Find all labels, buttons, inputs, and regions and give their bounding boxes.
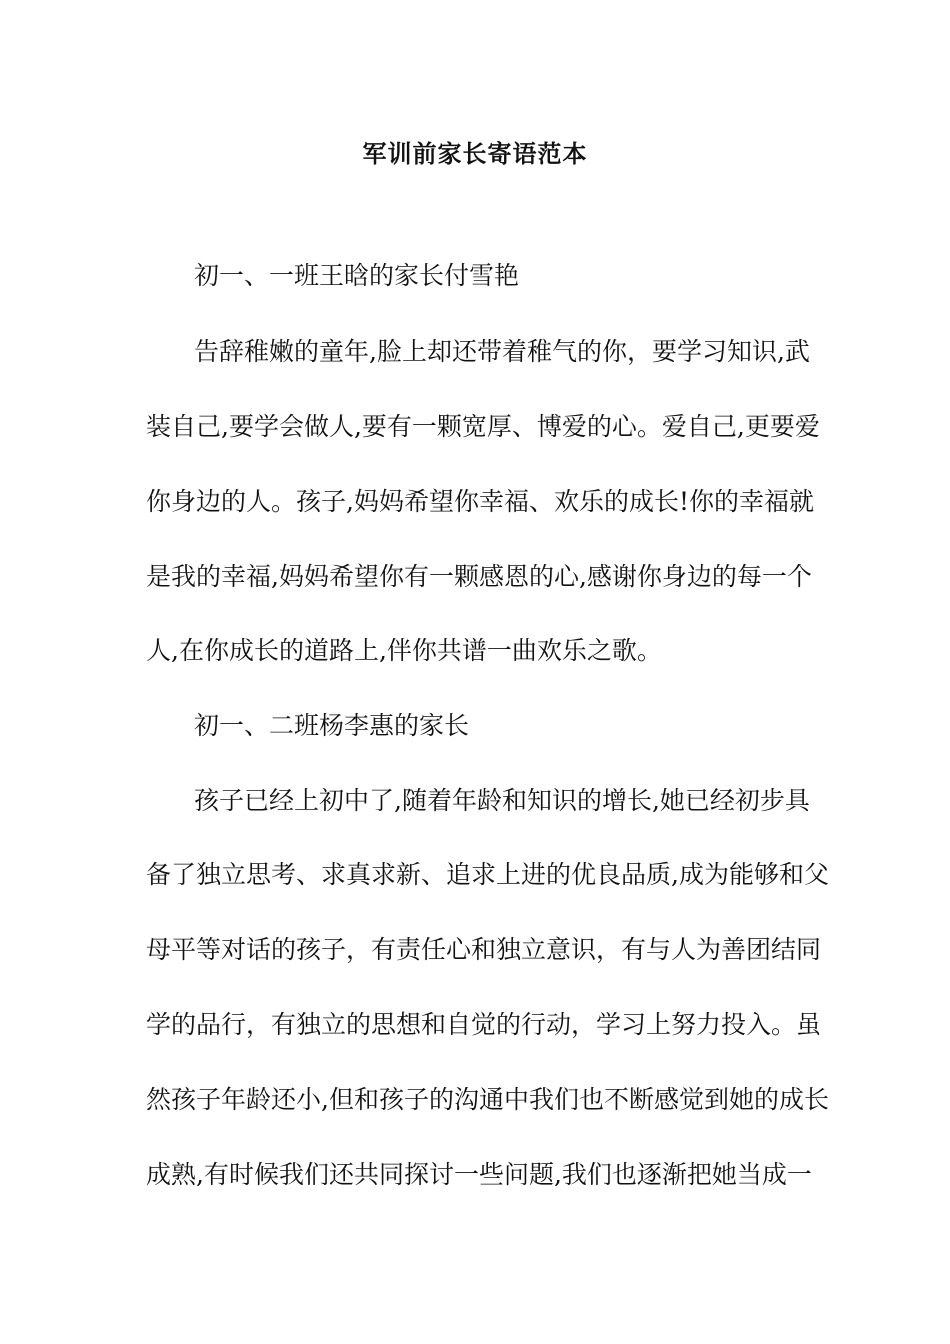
- section-heading: 初一、二班杨李惠的家长: [194, 711, 470, 740]
- section-heading: 初一、一班王晗的家长付雪艳: [194, 261, 520, 290]
- paragraph-line: 成熟,有时候我们还共同探讨一些问题,我们也逐渐把她当成一: [146, 1160, 812, 1189]
- paragraph-line: 装自己,要学会做人,要有一颗宽厚、博爱的心。爱自己,更要爱: [146, 412, 820, 441]
- paragraph-line: 告辞稚嫩的童年,脸上却还带着稚气的你，要学习知识,武: [194, 337, 810, 366]
- paragraph-line: 你身边的人。孩子,妈妈希望你幸福、欢乐的成长!你的幸福就: [146, 487, 814, 516]
- paragraph-line: 学的品行，有独立的思想和自觉的行动，学习上努力投入。虽: [146, 1010, 822, 1039]
- paragraph-line: 孩子已经上初中了,随着年龄和知识的增长,她已经初步具: [194, 786, 810, 815]
- document-title: 军训前家长寄语范本: [362, 139, 588, 168]
- paragraph-line: 母平等对话的孩子，有责任心和独立意识，有与人为善团结同: [146, 935, 822, 964]
- paragraph-line: 然孩子年龄还小,但和孩子的沟通中我们也不断感觉到她的成长: [146, 1085, 829, 1114]
- paragraph-line: 备了独立思考、求真求新、追求上进的优良品质,成为能够和父: [146, 860, 829, 889]
- paragraph-line: 是我的幸福,妈妈希望你有一颗感恩的心,感谢你身边的每一个: [146, 562, 812, 591]
- paragraph-line: 人,在你成长的道路上,伴你共谱一曲欢乐之歌。: [146, 636, 662, 665]
